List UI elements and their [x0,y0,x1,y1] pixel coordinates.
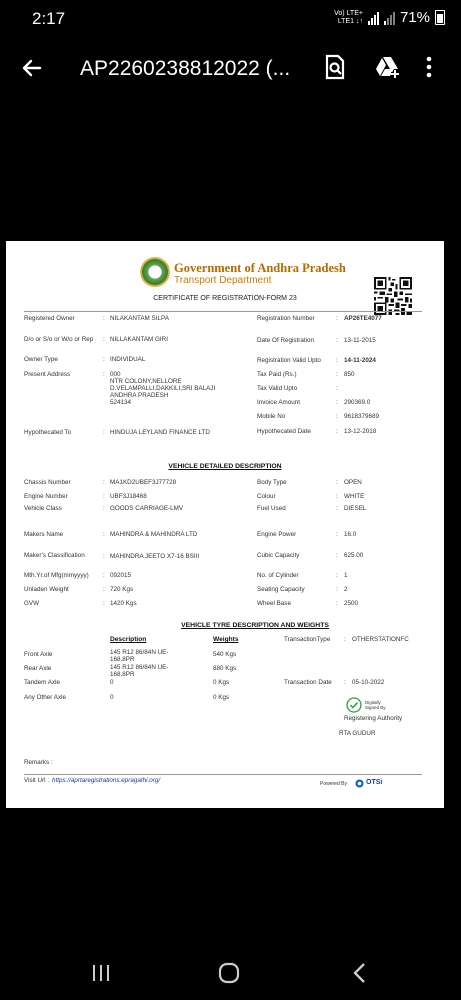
value-hypothecated-to: HINDUJA LEYLAND FINANCE LTD [110,429,210,436]
digitally-signed-label: Digitally Signed By [365,700,386,710]
tyre-col-description: Description [110,636,147,643]
label-transaction-type: TransactionType [284,636,331,643]
value-no-of-cylinder: 1 [344,572,348,579]
value-front-axle-weight: 540 Kgs [213,651,237,658]
label-unladen-weight: Unladen Weight [24,586,69,593]
registration-certificate [6,241,444,808]
colon: : [336,357,338,364]
label-present-address: Present Address [24,371,71,378]
status-icons [334,9,445,26]
colon: : [336,586,338,593]
value-invoice-amount: 290369.0 [344,399,371,406]
status-bar [0,0,461,38]
label-gvw: GVW [24,600,40,607]
more-options-icon[interactable] [424,54,434,80]
label-date-of-registration: Date Of Registration [257,337,315,344]
ap-government-seal-icon [140,257,170,287]
colon: : [336,385,338,392]
certificate-header [6,255,444,303]
label-colour: Colour [257,493,276,500]
value-chassis-number: MA1KD2UBEF3J77728 [110,479,177,486]
colon: : [336,479,338,486]
colon: : [103,600,105,607]
label-hypothecated-to: Hypothecated To [24,429,72,436]
label-registration-number: Registration Number [257,315,315,322]
value-present-address: 000 NTR COLONY,NELLORE D.VELAMPALLI,DAKKILI,SRI BALAJI ANDHRA PRADESH 524134 [110,371,216,406]
value-vehicle-class: GOODS CARRIAGE-LMV [110,505,184,512]
home-icon[interactable] [218,962,240,984]
label-tax-paid: Tax Paid (Rs.) [257,371,297,378]
visit-url-link[interactable]: https://aprtaregistrations.epragathi.org/ [52,777,161,784]
label-cubic-capacity: Cubic Capacity [257,552,300,559]
back-arrow-icon[interactable] [20,56,44,80]
navigation-bar [0,945,461,1000]
value-any-other-axle-desc: 0 [110,694,114,701]
qr-code-icon [374,277,412,315]
value-engine-number: UBF3J18468 [110,493,147,500]
value-unladen-weight: 720 Kgs [110,586,134,593]
colon: : [344,679,346,686]
label-tandem-axle: Tandem Axle [24,679,61,686]
colon: : [336,505,338,512]
colon: : [336,531,338,538]
battery-icon [435,10,445,25]
value-engine-power: 16.0 [344,531,357,538]
colon: : [336,399,338,406]
registering-authority: Registering Authority [344,715,403,722]
label-registration-valid-upto: Registration Valid Upto [257,357,321,364]
value-relation: NILLAKANTAM GIRI [110,336,168,343]
colon: : [103,356,105,363]
label-transaction-date: Transaction Date [284,679,332,686]
label-rear-axle: Rear Axle [24,665,52,672]
colon: : [336,413,338,420]
remarks-label: Remarks : [24,759,53,766]
colon: : [336,552,338,559]
label-body-type: Body Type [257,479,287,486]
digital-signature-check-icon [346,697,362,713]
value-cubic-capacity: 625.00 [344,552,364,559]
value-fuel-used: DIESEL [344,505,367,512]
colon: : [336,600,338,607]
label-owner-type: Owner Type [24,356,58,363]
colon: : [336,493,338,500]
department-name: Transport Department [174,275,272,286]
colon: : [103,429,105,436]
drive-add-icon[interactable] [374,54,400,80]
label-makers-classification: Maker's Classification [24,552,85,559]
label-engine-power: Engine Power [257,531,297,538]
tyre-col-weights: Weights [213,636,239,643]
label-front-axle: Front Axle [24,651,53,658]
value-seating-capacity: 2 [344,586,348,593]
find-in-page-icon[interactable] [322,54,348,80]
tyre-description-heading: VEHICLE TYRE DESCRIPTION AND WEIGHTS [181,622,329,629]
colon: : [103,553,105,560]
value-any-other-axle-weight: 0 Kgs [213,694,230,701]
value-makers-classification: MAHINDRA JEETO X7-16 BSIII [110,553,200,560]
value-owner-type: INDIVIDUAL [110,356,146,363]
colon: : [103,493,105,500]
colon: : [336,572,338,579]
back-nav-icon[interactable] [350,962,370,984]
value-rear-axle-desc: 145 R12 86/84N UE- 168,8PR [110,664,169,678]
footer-divider [24,774,422,775]
label-wheel-base: Wheel Base [257,600,291,607]
value-tax-paid: 850 [344,371,355,378]
status-time: 2:17 [32,9,66,28]
value-colour: WHITE [344,493,365,500]
label-mobile-no: Mobile No [257,413,286,420]
colon: : [103,371,105,378]
signal-2-icon [384,11,395,25]
colon: : [103,336,105,343]
value-registered-owner: NILAKANTAM SILPA [110,315,169,322]
value-makers-name: MAHINDRA & MAHINDRA LTD [110,531,198,538]
value-date-of-registration: 13-11-2015 [344,337,376,344]
label-vehicle-class: Vehicle Class [24,505,62,512]
network-indicator: Vo) LTE+ LTE1 ↓↑ [334,9,363,25]
colon: : [103,505,105,512]
vehicle-description-heading: VEHICLE DETAILED DESCRIPTION [168,463,282,470]
value-mfg-date: 092015 [110,572,132,579]
header-divider [24,311,422,312]
colon: : [103,315,105,322]
label-engine-number: Engine Number [24,493,68,500]
value-registration-number: AP26TE4077 [344,315,382,322]
value-transaction-date: 05-10-2022 [352,679,385,686]
colon: : [103,479,105,486]
form-title: CERTIFICATE OF REGISTRATION-FORM 23 [153,295,297,302]
value-registration-valid-upto: 14-11-2024 [344,357,376,364]
recent-apps-icon[interactable] [91,963,111,983]
colon: : [336,371,338,378]
colon: : [336,315,338,322]
value-tandem-axle-weight: 0 Kgs [213,679,230,686]
rta-office: RTA GUDUR [339,730,376,737]
label-registered-owner: Registered Owner [24,315,75,322]
value-body-type: OPEN [344,479,362,486]
value-tandem-axle-desc: 0 [110,679,114,686]
value-mobile-no: 9618379689 [344,413,380,420]
visit-url-label: Visit Url : [24,777,50,784]
colon: : [336,428,338,435]
label-seating-capacity: Seating Capacity [257,586,305,593]
label-makers-name: Makers Name [24,531,64,538]
colon: : [344,636,346,643]
label-fuel-used: Fuel Used [257,505,286,512]
label-no-of-cylinder: No. of Cylinder [257,572,299,579]
label-hypothecated-date: Hypothecated Date [257,428,311,435]
value-wheel-base: 2500 [344,600,359,607]
label-tax-valid-upto: Tax Valid Upto [257,385,298,392]
app-bar [0,44,461,94]
value-rear-axle-weight: 880 Kgs [213,665,237,672]
colon: : [103,572,105,579]
value-transaction-type: OTHERSTATIONFC [352,636,409,643]
otsi-logo-text: OTSi [366,779,383,786]
label-any-other-axle: Any Other Axle [24,694,66,701]
colon: : [103,586,105,593]
label-chassis-number: Chassis Number [24,479,71,486]
otsi-logo-icon [355,779,364,788]
label-invoice-amount: Invoice Amount [257,399,301,406]
powered-by-label: Powered By [320,781,347,787]
label-mfg-date: Mth.Yr.of Mfg(mmyyyy) [24,572,89,579]
value-hypothecated-date: 13-12-2018 [344,428,377,435]
government-name: Government of Andhra Pradesh [174,261,346,275]
label-relation: D/o or S/o or W/o or Rep [24,336,94,343]
battery-percent: 71% [399,9,430,26]
colon: : [103,531,105,538]
colon: : [336,337,338,344]
document-title: AP2260238812022 (... [80,57,291,80]
value-gvw: 1420 Kgs [110,600,137,607]
value-front-axle-desc: 145 R12 86/84N UE- 168,8PR [110,649,169,663]
signal-icon [368,11,379,25]
